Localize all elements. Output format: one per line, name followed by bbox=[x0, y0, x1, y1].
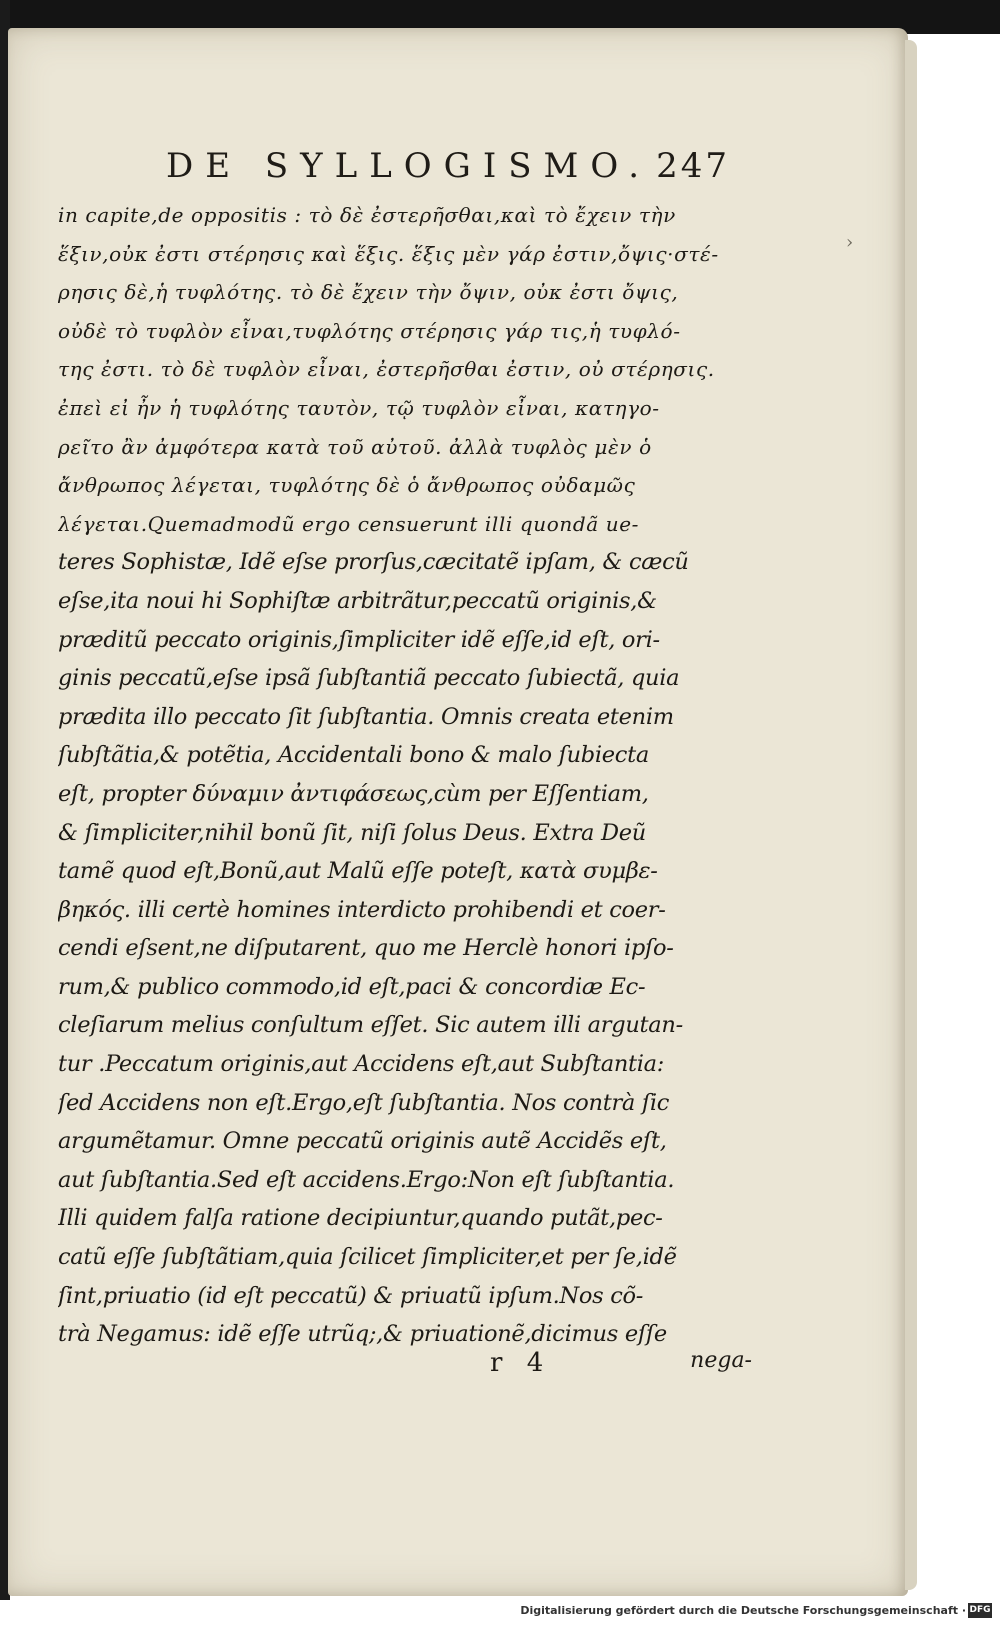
text-line: ἕξιν,οὐκ ἐστι στέρησις καὶ ἕξις. ἕξις μὲν γάρ ἐστιν,ὄψις·στέ- bbox=[58, 241, 719, 266]
text-line: ſubſtãtia,& potẽtia, Accidentali bono & malo ſubiecta bbox=[58, 742, 649, 769]
digitization-footer bbox=[0, 1600, 1000, 1628]
running-title: DE SYLLOGISMO. bbox=[166, 146, 652, 186]
text-line: prædita illo peccato ſit ſubſtantia. Omnis creata etenim bbox=[58, 703, 674, 730]
catchline bbox=[460, 1348, 760, 1388]
page-number: 247 bbox=[656, 146, 730, 186]
text-line: οὐδὲ τὸ τυφλὸν εἶναι,τυφλότης στέρησις γάρ τις,ἡ τυφλό- bbox=[58, 318, 681, 343]
signature-mark: r 4 bbox=[490, 1348, 552, 1378]
text-line: βηκός. illi certè homines interdicto prohibendi et coer- bbox=[58, 896, 666, 923]
text-line: eſse,ita noui hi Sophiſtæ arbitrãtur,peccatũ originis,& bbox=[58, 587, 657, 614]
text-line: trà Negamus: idẽ eſſe utrũq;,& priuationẽ,dicimus eſſe bbox=[58, 1321, 667, 1348]
text-line: aut ſubſtantia.Sed eſt accidens.Ergo:Non eſt ſubſtantia. bbox=[58, 1166, 675, 1193]
page-edge bbox=[905, 40, 917, 1590]
text-line: ἄνθρωπος λέγεται, τυφλότης δὲ ὁ ἄνθρωπος οὐδαμῶς bbox=[58, 473, 636, 498]
text-line: in capite,de oppositis : τὸ δὲ ἐστερῆσθαι,καὶ τὸ ἔχειν τὴν bbox=[58, 203, 676, 227]
text-line: tamẽ quod eſt,Bonũ,aut Malũ eſſe poteſt, κατὰ συμβε- bbox=[58, 858, 658, 885]
text-line: ginis peccatũ,eſse ipsã ſubſtantiã peccato ſubiectã, quia bbox=[58, 665, 680, 692]
text-line: ρησις δὲ,ἡ τυφλότης. τὸ δὲ ἔχειν τὴν ὄψιν, οὐκ ἐστι ὄψις, bbox=[58, 280, 679, 305]
funding-credit: Digitalisierung gefördert durch die Deutsche Forschungsgemeinschaft · bbox=[520, 1604, 966, 1617]
text-line: & ſimpliciter,nihil bonũ ſit, niſi ſolus Deus. Extra Deũ bbox=[58, 819, 646, 846]
text-line: ἐπεὶ εἰ ἦν ἡ τυφλότης ταυτὸν, τῷ τυφλὸν εἶναι, κατηγο- bbox=[58, 395, 660, 420]
text-line: ſed Accidens non eſt.Ergo,eſt ſubſtantia. Nos contrà ſic bbox=[58, 1089, 670, 1116]
text-line: cendi eſsent,ne diſputarent, quo me Herclè honori ipſo- bbox=[58, 935, 674, 962]
text-line: ſint,priuatio (id eſt peccatũ) & priuatũ ipſum.Nos cõ- bbox=[58, 1282, 644, 1309]
text-line: tur .Peccatum originis,aut Accidens eſt,aut Subſtantia: bbox=[58, 1051, 665, 1078]
text-line: της ἐστι. τὸ δὲ τυφλὸν εἶναι, ἐστερῆσθαι ἐστιν, οὐ στέρησις. bbox=[58, 357, 715, 382]
text-line: teres Sophistæ, Idẽ eſse prorſus,cæcitatẽ ipſam, & cæcũ bbox=[58, 549, 689, 576]
text-line: præditũ peccato originis,ſimpliciter idẽ eſſe,id eſt, ori- bbox=[58, 626, 660, 653]
margin-mark: › bbox=[846, 232, 854, 253]
text-line: argumẽtamur. Omne peccatũ originis autẽ Accidẽs eſt, bbox=[58, 1128, 667, 1155]
text-line: eſt, propter δύναμιν ἀντιφάσεως,cùm per Eſſentiam, bbox=[58, 780, 649, 807]
text-line: catũ eſſe ſubſtãtiam,quia ſcilicet ſimpliciter,et per ſe,idẽ bbox=[58, 1244, 677, 1271]
body-text bbox=[58, 196, 758, 1354]
text-line: λέγεται.Quemadmodũ ergo censuerunt illi quondã ue- bbox=[58, 511, 640, 536]
text-line: rum,& publico commodo,id eſt,paci & concordiæ Ec- bbox=[58, 973, 646, 1000]
running-head bbox=[150, 146, 750, 190]
text-line: ρεῖτο ἂν ἀμφότερα κατὰ τοῦ αὐτοῦ. ἀλλὰ τυφλὸς μὲν ὁ bbox=[58, 434, 652, 459]
text-line: Illi quidem falſa ratione decipiuntur,quando putãt,pec- bbox=[58, 1205, 663, 1232]
catchword: nega- bbox=[690, 1348, 752, 1373]
dfg-logo: DFG bbox=[968, 1603, 992, 1618]
text-line: cleſiarum melius conſultum eſſet. Sic autem illi argutan- bbox=[58, 1012, 683, 1039]
